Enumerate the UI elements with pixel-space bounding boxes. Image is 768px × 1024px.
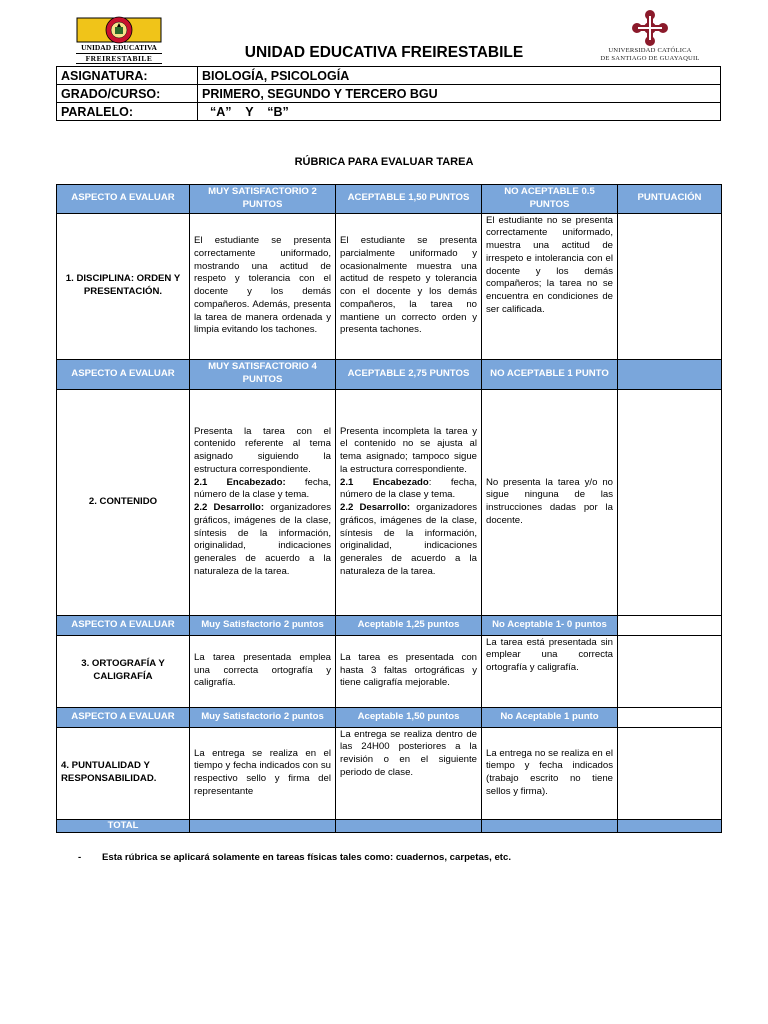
- rubric-header-row: [57, 707, 722, 727]
- grade-label: GRADO/CURSO:: [57, 85, 198, 103]
- university-logo: [590, 10, 710, 64]
- header-score: [618, 359, 722, 389]
- criterion-aspect: 4. PUNTUALIDAD Y RESPONSABILIDAD.: [57, 727, 190, 819]
- total-cell: [190, 819, 336, 833]
- criterion-very-satisfactory: [190, 389, 336, 615]
- criterion-very-satisfactory: La tarea presentada emplea una correcta ortografía y caligrafía.: [190, 635, 336, 707]
- criterion-not-acceptable: La entrega no se realiza en el tiempo y fecha indicados (trabajo escrito no tiene sellos y firma).: [482, 727, 618, 819]
- header-acceptable: ACEPTABLE 1,50 PUNTOS: [336, 185, 482, 214]
- criterion-very-satisfactory: El estudiante se presenta correctamente uniformado, mostrando una actitud de respeto y tolerancia con el docente y los demás compañeros. Además, presenta la tarea de manera ordenada y limpia evitando los tachones.: [190, 213, 336, 359]
- course-info-table: [56, 66, 721, 121]
- total-cell: [336, 819, 482, 833]
- criterion-point-label: 2.1 Encabezado: [340, 476, 429, 488]
- header-acceptable: Aceptable 1,25 puntos: [336, 615, 482, 635]
- header-very-satisfactory: Muy Satisfactorio 2 puntos: [190, 615, 336, 635]
- subject-label: ASIGNATURA:: [57, 67, 198, 85]
- subject-value: BIOLOGÍA, PSICOLOGÍA: [198, 67, 721, 85]
- criterion-score-cell: [618, 213, 722, 359]
- header-acceptable: ACEPTABLE 2,75 PUNTOS: [336, 359, 482, 389]
- page-title: UNIDAD EDUCATIVA FREIRESTABILE: [244, 44, 524, 61]
- rubric-title: RÚBRICA PARA EVALUAR TAREA: [294, 156, 474, 168]
- total-row: [57, 819, 722, 833]
- rubric-header-row: [57, 359, 722, 389]
- header-score: [618, 707, 722, 727]
- header-very-satisfactory: Muy Satisfactorio 2 puntos: [190, 707, 336, 727]
- header-acceptable: Aceptable 1,50 puntos: [336, 707, 482, 727]
- criterion-acceptable: El estudiante se presenta parcialmente uniformado y ocasionalmente muestra una actitud de respeto y tolerancia con el docente y los demás compañeros, la tarea no mantiene un correcto orden y presenta tachones.: [336, 213, 482, 359]
- criterion-row: [57, 389, 722, 615]
- total-score-cell: [618, 819, 722, 833]
- header-very-satisfactory: MUY SATISFACTORIO 2 PUNTOS: [190, 185, 336, 214]
- criterion-very-satisfactory: La entrega se realiza en el tiempo y fecha indicados con su respectivo sello y firma del representante: [190, 727, 336, 819]
- criterion-not-acceptable: No presenta la tarea y/o no sigue ninguna de las instrucciones dadas por la docente.: [482, 389, 618, 615]
- info-row-subject: [57, 67, 721, 85]
- rubric-header-row: [57, 185, 722, 214]
- header-score: PUNTUACIÓN: [618, 185, 722, 214]
- university-name-line-1: UNIVERSIDAD CATÓLICA: [608, 47, 692, 54]
- rubric-table: [56, 184, 722, 833]
- footnote-text: Esta rúbrica se aplicará solamente en tareas físicas tales como: cuadernos, carpetas, etc.: [102, 852, 511, 863]
- criterion-not-acceptable: El estudiante no se presenta correctamente uniformado, muestra una actitud de irrespeto e intolerancia con el docente y los demás compañeros; la tarea no se encuentra en condiciones de ser calificada.: [482, 213, 618, 359]
- footnote: [78, 852, 511, 863]
- header-very-satisfactory: MUY SATISFACTORIO 4 PUNTOS: [190, 359, 336, 389]
- university-name-line-2: DE SANTIAGO DE GUAYAQUIL: [600, 55, 700, 62]
- criterion-row: [57, 635, 722, 707]
- criterion-row: [57, 727, 722, 819]
- criterion-acceptable: La entrega se realiza dentro de las 24H00 posteriores a la revisión o en el siguiente periodo de clase.: [336, 727, 482, 819]
- criterion-intro: Presenta incompleta la tarea y el contenido no se ajusta al tema asignado; tampoco sigue la estructura correspondiente.: [340, 425, 477, 475]
- total-label: TOTAL: [57, 819, 190, 833]
- info-row-grade: [57, 85, 721, 103]
- grade-value: PRIMERO, SEGUNDO Y TERCERO BGU: [198, 85, 721, 103]
- criterion-aspect: 3. ORTOGRAFÍA Y CALIGRAFÍA: [57, 635, 190, 707]
- school-logo-text-2: FREIRESTABILE: [76, 53, 162, 64]
- info-row-parallel: [57, 103, 721, 121]
- header-not-acceptable: NO ACEPTABLE 0.5 PUNTOS: [482, 185, 618, 214]
- total-cell: [482, 819, 618, 833]
- criterion-point-label: 2.2 Desarrollo:: [340, 502, 411, 513]
- header-aspect: ASPECTO A EVALUAR: [57, 707, 190, 727]
- footnote-bullet: -: [78, 852, 82, 863]
- criterion-aspect: 2. CONTENIDO: [57, 389, 190, 615]
- parallel-value: “A” Y “B”: [198, 103, 721, 121]
- criterion-point-text: organizadores gráficos, imágenes de la clase, síntesis de la información, originalidad, indicaciones generales de acuerdo a la naturaleza de la tarea.: [194, 502, 331, 577]
- criterion-acceptable: [336, 389, 482, 615]
- criterion-acceptable: La tarea es presentada con hasta 3 faltas ortográficas y tiene caligrafía mejorable.: [336, 635, 482, 707]
- criterion-score-cell: [618, 635, 722, 707]
- criterion-score-cell: [618, 389, 722, 615]
- criterion-point-label: 2.2 Desarrollo:: [194, 502, 265, 513]
- criterion-point-text: fecha, número de la clase y tema.: [194, 476, 331, 501]
- criterion-point-label: 2.1 Encabezado:: [194, 476, 286, 488]
- criterion-point-text: organizadores gráficos, imágenes de la clase, síntesis de la información, originalidad, indicaciones generales de acuerdo a la naturaleza de la tarea.: [340, 502, 477, 577]
- criterion-intro: Presenta la tarea con el contenido referente al tema asignado siguiendo la estructura correspondiente.: [194, 425, 331, 475]
- criterion-row: [57, 213, 722, 359]
- header-score: [618, 615, 722, 635]
- rubric-header-row: [57, 615, 722, 635]
- criterion-not-acceptable: La tarea está presentada sin emplear una correcta ortografía y caligrafía.: [482, 635, 618, 707]
- criterion-aspect: 1. DISCIPLINA: ORDEN Y PRESENTACIÓN.: [57, 213, 190, 359]
- criterion-point-text: : fecha, número de la clase y tema.: [340, 476, 478, 501]
- header-aspect: ASPECTO A EVALUAR: [57, 185, 190, 214]
- header-aspect: ASPECTO A EVALUAR: [57, 359, 190, 389]
- header-not-acceptable: No Aceptable 1 punto: [482, 707, 618, 727]
- header-not-acceptable: No Aceptable 1- 0 puntos: [482, 615, 618, 635]
- header-not-acceptable: NO ACEPTABLE 1 PUNTO: [482, 359, 618, 389]
- header-aspect: ASPECTO A EVALUAR: [57, 615, 190, 635]
- parallel-label: PARALELO:: [57, 103, 198, 121]
- criterion-score-cell: [618, 727, 722, 819]
- school-logo-text-1: UNIDAD EDUCATIVA: [81, 43, 157, 52]
